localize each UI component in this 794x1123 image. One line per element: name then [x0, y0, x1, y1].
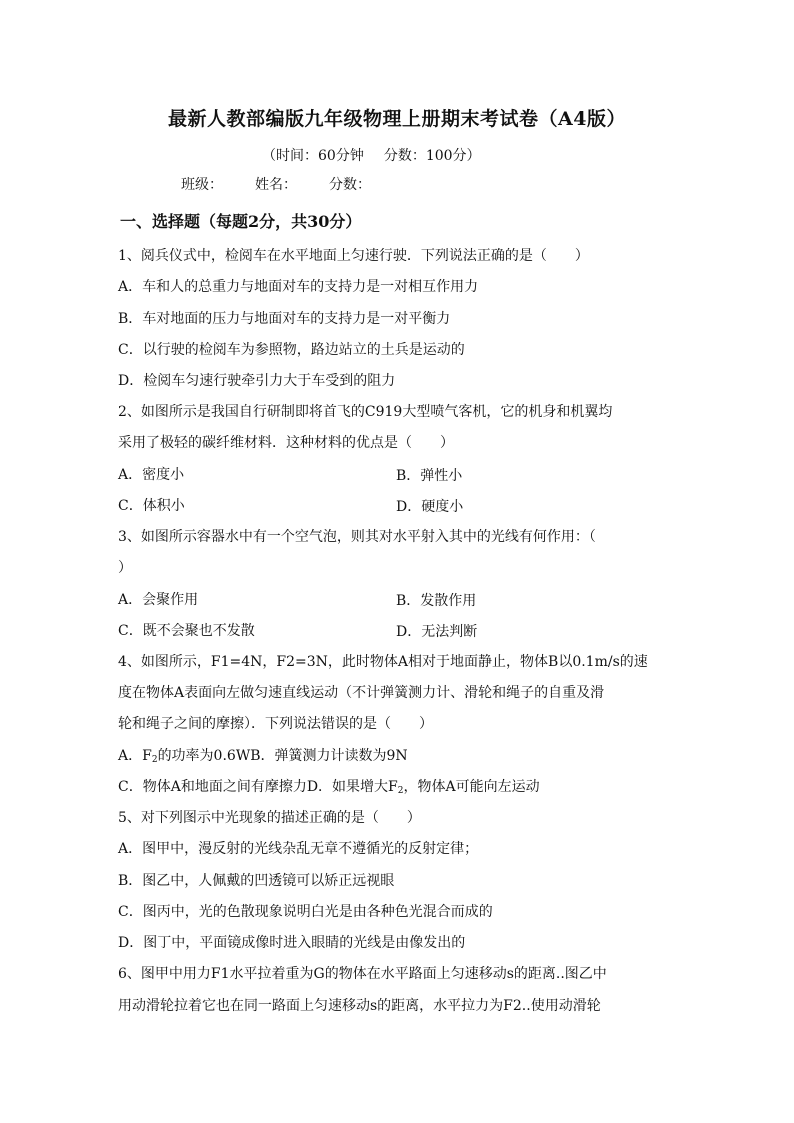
q1-option-c: C．以行驶的检阅车为参照物，路边站立的土兵是运动的: [118, 342, 465, 358]
exam-time: （时间：60分钟: [262, 148, 364, 164]
q4-options-ab: [118, 746, 408, 770]
q3-option-d: D．无法判断: [396, 624, 478, 640]
section-title: 一、选择题（每题2分，共30分）: [120, 212, 362, 231]
q2-option-c: C．体积小: [118, 498, 185, 514]
q1-option-d: D．检阅车匀速行驶牵引力大于车受到的阻力: [118, 373, 396, 389]
q4-option-a-subscript: 2: [151, 755, 158, 765]
q4-option-d-rest: ，物体A可能向左运动: [403, 779, 540, 795]
q5-option-d: D．图丁中，平面镜成像时进入眼睛的光线是由像发出的: [118, 935, 466, 951]
q6-stem-line1: 6、图甲中用力F1水平拉着重为G的物体在水平路面上匀速移动s的距离..图乙中: [118, 966, 607, 982]
q4-option-a-rest: 的功率为0.6WB．弹簧测力计读数为9N: [157, 748, 408, 764]
score-label: 分数：: [329, 177, 371, 193]
q4-stem-line3: 轮和绳子之间的摩擦）．下列说法错误的是（ ）: [118, 716, 433, 732]
q2-option-a: A．密度小: [118, 467, 185, 483]
q4-option-c-prefix: C．物体A和地面之间有摩擦力D．如果增大F: [118, 779, 398, 795]
q3-stem-line2: ）: [118, 560, 132, 576]
q1-option-b: B．车对地面的压力与地面对车的支持力是一对平衡力: [118, 311, 451, 327]
q3-stem-line1: 3、如图所示容器水中有一个空气泡，则其对水平射入其中的光线有何作用：（: [118, 529, 596, 545]
q6-stem-line2: 用动滑轮拉着它也在同一路面上匀速移动s的距离，水平拉力为F2..使用动滑轮: [118, 998, 601, 1014]
q4-stem-line2: 度在物体A表面向左做匀速直线运动（不计弹簧测力计、滑轮和绳子的自重及滑: [118, 685, 605, 701]
q3-option-a: A．会聚作用: [118, 592, 199, 608]
q2-stem-line2: 采用了极轻的碳纤维材料．这种材料的优点是（ ）: [118, 435, 454, 451]
q4-stem-line1: 4、如图所示，F1=4N，F2=3N，此时物体A相对于地面静止，物体B以0.1m/s的速: [118, 654, 648, 670]
q5-option-c: C．图丙中，光的色散现象说明白光是由各种色光混合而成的: [118, 904, 493, 920]
q5-stem: 5、对下列图示中光现象的描述正确的是（ ）: [118, 810, 421, 826]
q4-option-d-subscript: 2: [397, 786, 404, 796]
exam-meta: [262, 145, 481, 165]
exam-total-score: 分数：100分）: [383, 148, 481, 164]
student-info: [181, 174, 371, 194]
q1-stem: 1、阅兵仪式中，检阅车在水平地面上匀速行驶．下列说法正确的是（ ）: [118, 248, 589, 264]
q1-option-a: A．车和人的总重力与地面对车的支持力是一对相互作用力: [118, 279, 479, 295]
q2-option-b: B．弹性小: [396, 468, 463, 484]
class-label: 班级：: [181, 177, 223, 193]
q3-option-b: B．发散作用: [396, 593, 477, 609]
q5-option-b: B．图乙中，人佩戴的凹透镜可以矫正远视眼: [118, 873, 395, 889]
q4-option-a-prefix: A．F: [118, 748, 152, 764]
q2-option-d: D．硬度小: [396, 499, 464, 515]
page-title: 最新人教部编版九年级物理上册期末考试卷（A4版）: [168, 108, 626, 130]
name-label: 姓名：: [255, 177, 297, 193]
q4-options-cd: [118, 777, 540, 801]
q3-option-c: C．既不会聚也不发散: [118, 623, 255, 639]
q5-option-a: A．图甲中，漫反射的光线杂乱无章不遵循光的反射定律；: [118, 841, 479, 857]
q2-stem-line1: 2、如图所示是我国自行研制即将首飞的C919大型喷气客机，它的机身和机翼均: [118, 404, 613, 420]
